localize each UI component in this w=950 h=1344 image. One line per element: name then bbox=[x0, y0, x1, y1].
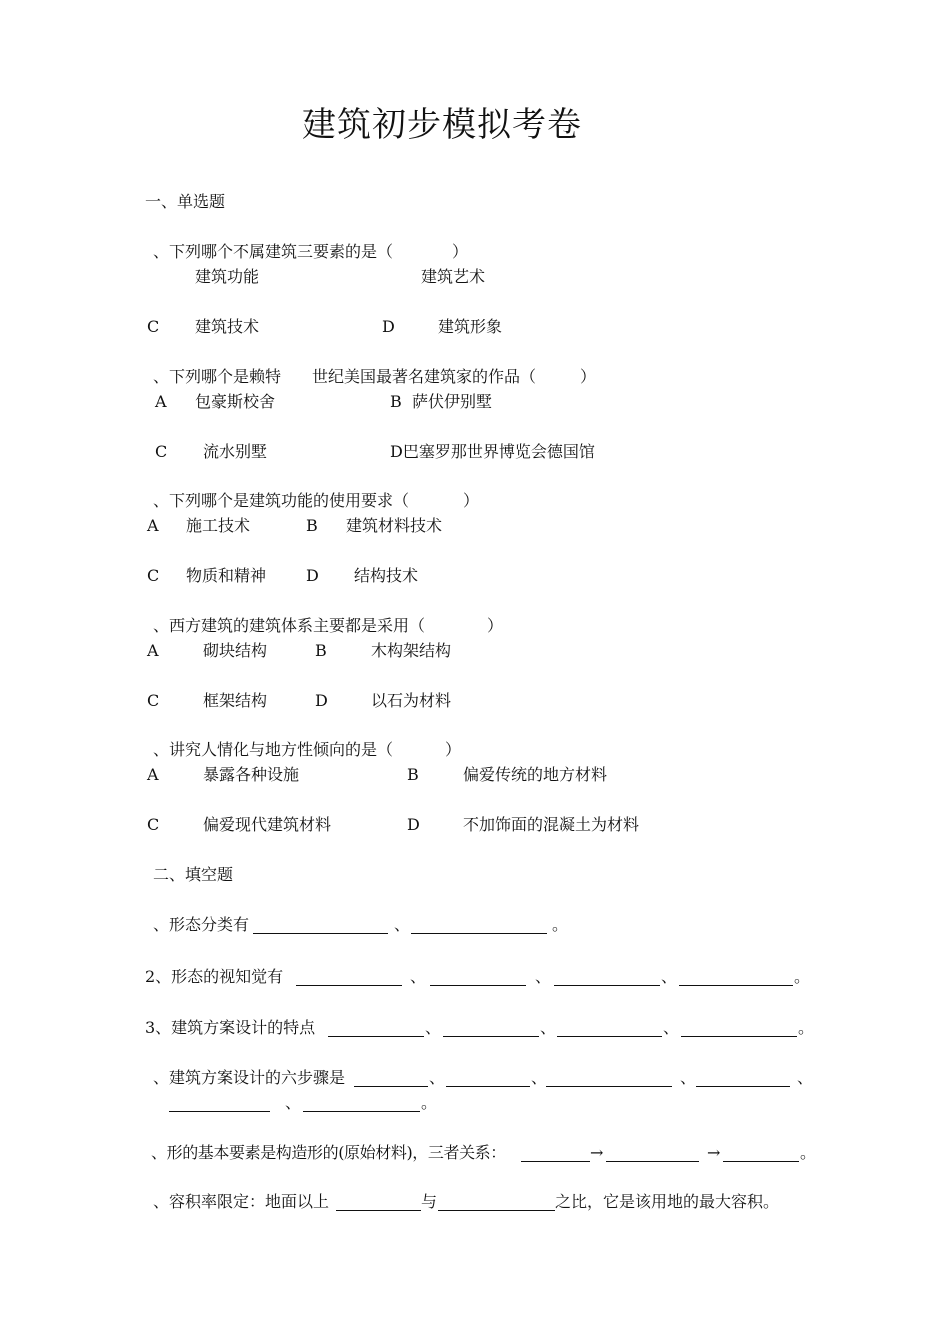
fill-5-arrow-1: → bbox=[590, 1143, 604, 1162]
fill-2-blank-3[interactable] bbox=[554, 971, 660, 986]
fill-5-blank-2[interactable] bbox=[606, 1147, 699, 1162]
question-2-option-c: 流水别墅 bbox=[203, 442, 268, 461]
fill-4-separator-4: 、 bbox=[797, 1068, 814, 1087]
fill-6-stem: 、容积率限定：地面以上 bbox=[153, 1192, 330, 1211]
fill-1-end: 。 bbox=[552, 915, 569, 934]
question-2-paren-close: ） bbox=[580, 367, 597, 386]
fill-6-end: 之比，它是该用地的最大容积。 bbox=[555, 1192, 780, 1211]
question-3-option-d: 结构技术 bbox=[354, 566, 419, 585]
fill-5-blank-1[interactable] bbox=[521, 1147, 590, 1162]
question-1-stem: 、下列哪个不属建筑三要素的是（ bbox=[153, 242, 394, 261]
question-5-option-b-letter: B bbox=[407, 765, 419, 784]
question-5-option-c: 偏爱现代建筑材料 bbox=[203, 815, 332, 834]
question-3-option-b: 建筑材料技术 bbox=[346, 516, 443, 535]
question-3-option-b-letter: B bbox=[306, 516, 318, 535]
question-2-stem-part2: 世纪美国最著名建筑家的作品（ bbox=[312, 367, 537, 386]
fill-4-blank-6[interactable] bbox=[303, 1097, 420, 1112]
fill-1-separator: 、 bbox=[394, 915, 411, 934]
fill-4-separator-2: 、 bbox=[531, 1068, 548, 1087]
fill-3-separator-3: 、 bbox=[663, 1018, 680, 1037]
question-5-option-a-letter: A bbox=[147, 765, 159, 784]
fill-4-separator-3: 、 bbox=[680, 1068, 697, 1087]
question-4-option-b-letter: B bbox=[315, 641, 327, 660]
fill-4-blank-4[interactable] bbox=[696, 1072, 790, 1087]
fill-1-stem: 、形态分类有 bbox=[153, 915, 250, 934]
question-5-option-a: 暴露各种设施 bbox=[203, 765, 300, 784]
question-4-option-b: 木构架结构 bbox=[371, 641, 452, 660]
fill-4-blank-1[interactable] bbox=[354, 1072, 428, 1087]
question-3-stem: 、下列哪个是建筑功能的使用要求（ bbox=[153, 491, 410, 510]
fill-5-arrow-2: → bbox=[707, 1143, 721, 1162]
question-2-option-d: D巴塞罗那世界博览会德国馆 bbox=[390, 442, 595, 461]
question-4-option-a: 砌块结构 bbox=[203, 641, 268, 660]
fill-3-blank-2[interactable] bbox=[443, 1022, 539, 1037]
fill-2-blank-1[interactable] bbox=[296, 971, 402, 986]
question-1-option-c-letter: C bbox=[147, 317, 160, 336]
question-5-option-b: 偏爱传统的地方材料 bbox=[463, 765, 608, 784]
question-5-option-c-letter: C bbox=[147, 815, 160, 834]
fill-2-separator-1: 、 bbox=[410, 967, 427, 986]
fill-2-stem: 2、形态的视知觉有 bbox=[145, 967, 284, 986]
question-3-option-a-letter: A bbox=[147, 516, 159, 535]
question-1-paren-close: ） bbox=[452, 242, 469, 261]
question-5-paren-close: ） bbox=[445, 740, 462, 759]
question-4-paren-close: ） bbox=[487, 616, 504, 635]
question-2-stem-part1: 、下列哪个是赖特 bbox=[153, 367, 282, 386]
fill-3-stem: 3、建筑方案设计的特点 bbox=[145, 1018, 316, 1037]
fill-4-separator-1: 、 bbox=[429, 1068, 446, 1087]
fill-4-blank-2[interactable] bbox=[446, 1072, 530, 1087]
fill-5-stem: 、形的基本要素是构造形的(原始材料)，三者关系： bbox=[151, 1143, 506, 1162]
fill-3-blank-1[interactable] bbox=[328, 1022, 424, 1037]
question-4-stem: 、西方建筑的建筑体系主要都是采用（ bbox=[153, 616, 426, 635]
fill-6-mid: 与 bbox=[421, 1192, 438, 1211]
fill-2-end: 。 bbox=[794, 967, 811, 986]
fill-3-end: 。 bbox=[798, 1018, 815, 1037]
page-title: 建筑初步模拟考卷 bbox=[302, 105, 582, 145]
fill-4-blank-5[interactable] bbox=[169, 1097, 270, 1112]
fill-3-blank-3[interactable] bbox=[557, 1022, 662, 1037]
fill-2-blank-2[interactable] bbox=[430, 971, 526, 986]
section-heading-single-choice: 一、单选题 bbox=[145, 192, 226, 211]
fill-2-separator-2: 、 bbox=[535, 967, 552, 986]
question-4-option-c: 框架结构 bbox=[203, 691, 268, 710]
fill-4-end: 。 bbox=[421, 1093, 438, 1112]
fill-4-stem: 、建筑方案设计的六步骤是 bbox=[153, 1068, 346, 1087]
section-heading-fill-blank: 二、填空题 bbox=[153, 865, 234, 884]
fill-1-blank-2[interactable] bbox=[411, 919, 547, 934]
question-5-option-d: 不加饰面的混凝土为材料 bbox=[463, 815, 640, 834]
fill-6-blank-2[interactable] bbox=[438, 1196, 555, 1211]
fill-1-blank-1[interactable] bbox=[253, 919, 388, 934]
fill-3-separator-2: 、 bbox=[540, 1018, 557, 1037]
question-1-option-b: 建筑艺术 bbox=[421, 267, 486, 286]
question-3-option-c-letter: C bbox=[147, 566, 160, 585]
question-3-paren-close: ） bbox=[463, 491, 480, 510]
question-5-option-d-letter: D bbox=[407, 815, 420, 834]
question-4-option-c-letter: C bbox=[147, 691, 160, 710]
question-1-option-c: 建筑技术 bbox=[195, 317, 260, 336]
fill-5-blank-3[interactable] bbox=[723, 1147, 799, 1162]
question-2-option-a: 包豪斯校舍 bbox=[195, 392, 276, 411]
question-2-option-b-letter: B bbox=[390, 392, 402, 411]
question-4-option-a-letter: A bbox=[147, 641, 159, 660]
question-3-option-a: 施工技术 bbox=[186, 516, 251, 535]
fill-6-blank-1[interactable] bbox=[336, 1196, 421, 1211]
question-2-option-b: 萨伏伊别墅 bbox=[412, 392, 493, 411]
fill-4-blank-3[interactable] bbox=[546, 1072, 672, 1087]
question-4-option-d-letter: D bbox=[315, 691, 328, 710]
question-3-option-c: 物质和精神 bbox=[186, 566, 267, 585]
fill-4-separator-5: 、 bbox=[285, 1093, 302, 1112]
question-4-option-d: 以石为材料 bbox=[371, 691, 452, 710]
question-1-option-d-letter: D bbox=[382, 317, 395, 336]
question-5-stem: 、讲究人情化与地方性倾向的是（ bbox=[153, 740, 394, 759]
question-1-option-d: 建筑形象 bbox=[438, 317, 503, 336]
question-2-option-a-letter: A bbox=[155, 392, 167, 411]
fill-2-separator-3: 、 bbox=[661, 967, 678, 986]
question-2-option-c-letter: C bbox=[155, 442, 168, 461]
fill-3-blank-4[interactable] bbox=[681, 1022, 797, 1037]
fill-3-separator-1: 、 bbox=[425, 1018, 442, 1037]
fill-5-end: 。 bbox=[800, 1143, 817, 1162]
question-1-option-a: 建筑功能 bbox=[195, 267, 260, 286]
fill-2-blank-4[interactable] bbox=[679, 971, 793, 986]
question-3-option-d-letter: D bbox=[306, 566, 319, 585]
